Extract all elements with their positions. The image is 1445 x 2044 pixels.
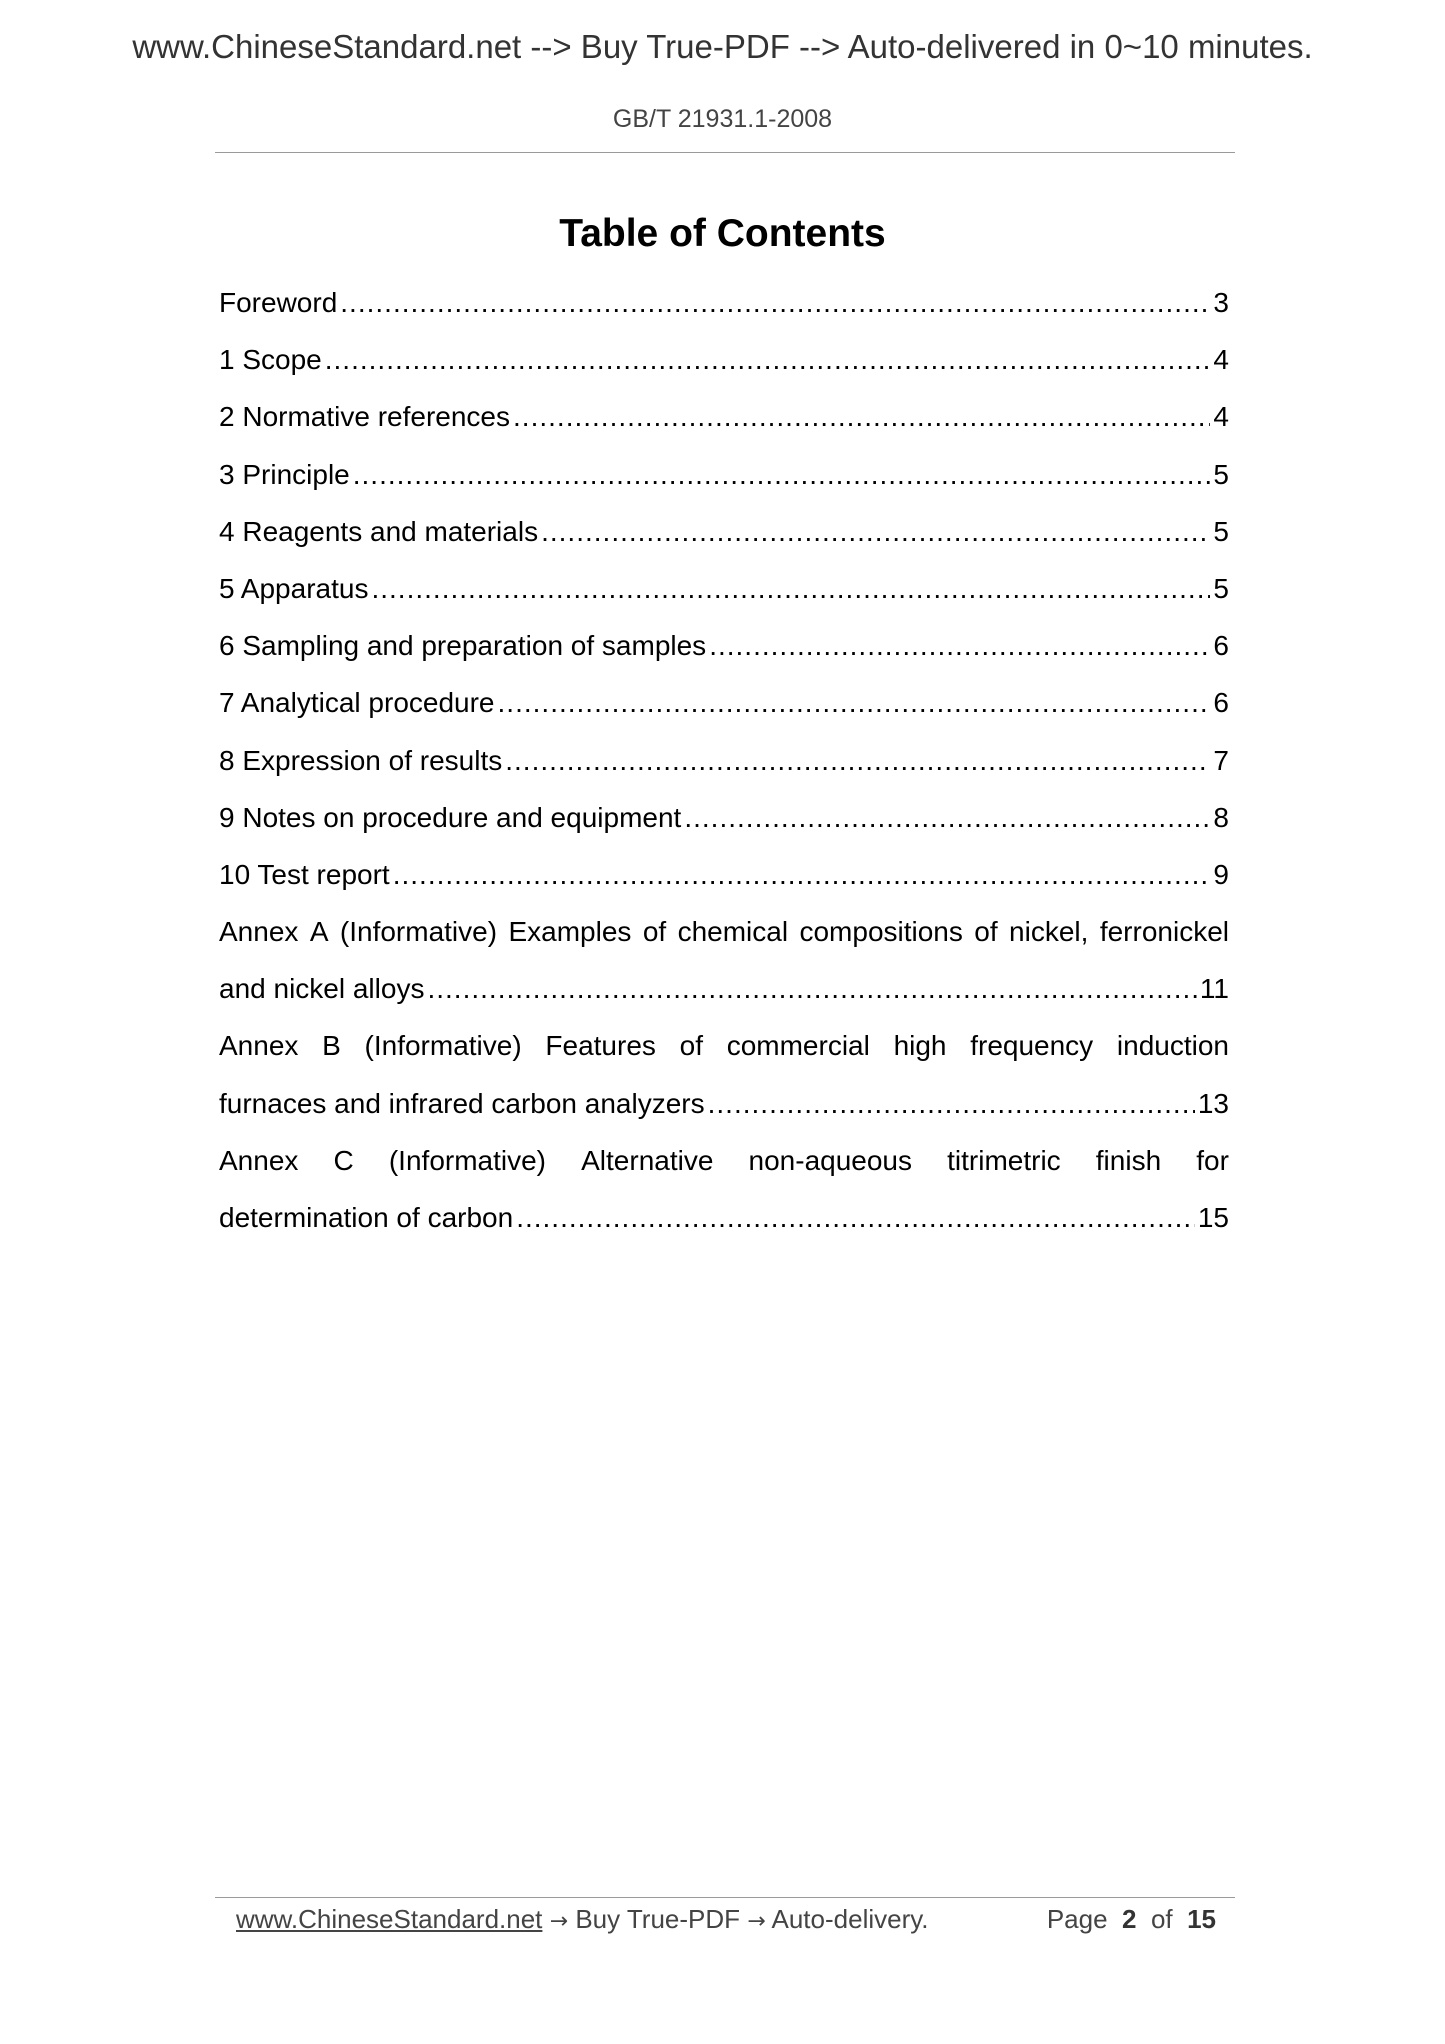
toc-entry-annex-c[interactable]	[219, 1198, 1229, 1255]
toc-entry-page: 11	[1199, 973, 1229, 1005]
toc-entry-label: furnaces and infrared carbon analyzers	[219, 1087, 705, 1119]
toc-word: titrimetric	[947, 1144, 1061, 1176]
toc-word: induction	[1116, 1030, 1229, 1062]
toc-entry-reagents[interactable]	[219, 512, 1229, 569]
page-of-word: of	[1150, 1904, 1173, 1934]
dot-leader	[708, 1084, 1195, 1124]
toc-entry-annex-b-line1[interactable]	[219, 1026, 1229, 1083]
toc-entry-page: 5	[1213, 515, 1229, 547]
toc-entry-notes[interactable]	[219, 798, 1229, 855]
toc-entry-page: 8	[1213, 801, 1229, 833]
toc-word: high	[893, 1030, 947, 1062]
toc-entry-page: 5	[1213, 458, 1229, 490]
footer-site-link[interactable]: www.ChineseStandard.net	[236, 1904, 543, 1934]
toc-word: (Informative)	[364, 1030, 522, 1062]
dot-leader	[513, 397, 1210, 437]
page-current: 2	[1122, 1904, 1137, 1934]
toc-word: Annex	[219, 1144, 299, 1176]
page-footer	[236, 1900, 1216, 1938]
toc-word: compositions	[799, 916, 963, 948]
toc-entry-page: 7	[1213, 744, 1229, 776]
toc-entry-sampling[interactable]	[219, 626, 1229, 683]
toc-entry-label: and nickel alloys	[219, 973, 425, 1005]
footer-promo	[236, 1900, 929, 1941]
toc-word: Annex	[219, 1030, 299, 1062]
toc-entry-label: 4 Reagents and materials	[219, 515, 539, 547]
toc-word: frequency	[970, 1030, 1094, 1062]
toc-entry-expression-of-results[interactable]	[219, 741, 1229, 798]
toc-word: non-aqueous	[748, 1144, 913, 1176]
dot-leader	[541, 512, 1210, 552]
toc-entry-page: 13	[1197, 1087, 1229, 1119]
toc-entry-page: 15	[1197, 1202, 1229, 1233]
dot-leader	[684, 798, 1210, 838]
dot-leader	[371, 569, 1210, 609]
toc-entry-label: 1 Scope	[219, 344, 322, 376]
toc-entry-page: 9	[1213, 858, 1229, 890]
toc-word: A	[309, 916, 329, 948]
toc-title: Table of Contents	[559, 212, 886, 255]
toc-entry-label: 3 Principle	[219, 458, 350, 490]
toc-entry-label: 5 Apparatus	[219, 572, 369, 604]
toc-entry-scope[interactable]	[219, 340, 1229, 397]
toc-entry-page: 4	[1213, 344, 1229, 376]
toc-entry-normative-references[interactable]	[219, 397, 1229, 454]
toc-entry-label: determination of carbon	[219, 1202, 514, 1233]
toc-entry-label: 10 Test report	[219, 858, 390, 890]
toc-entry-annex-a[interactable]	[219, 969, 1229, 1026]
toc-entry-analytical-procedure[interactable]	[219, 683, 1229, 740]
page-word: Page	[1046, 1904, 1108, 1934]
toc-entry-label: 6 Sampling and preparation of samples	[219, 630, 707, 662]
dot-leader	[340, 283, 1210, 323]
toc-entry-label: 8 Expression of results	[219, 744, 503, 776]
dot-leader	[427, 969, 1196, 1009]
toc-entry-page: 3	[1213, 287, 1229, 318]
footer-delivery-text: Auto-delivery.	[771, 1904, 929, 1934]
page-number	[1047, 1900, 1216, 1938]
toc-entry-annex-b[interactable]	[219, 1084, 1229, 1141]
footer-buy-text: Buy True-PDF	[575, 1904, 741, 1934]
dot-leader	[498, 683, 1211, 723]
toc-word: (Informative)	[339, 916, 498, 948]
toc-entry-page: 5	[1213, 572, 1229, 604]
toc-entry-principle[interactable]	[219, 455, 1229, 512]
toc-entry-annex-a-line1[interactable]	[219, 912, 1229, 969]
toc-entry-label: 9 Notes on procedure and equipment	[219, 801, 682, 833]
dot-leader	[709, 626, 1210, 666]
toc-entry-page: 6	[1213, 687, 1229, 719]
toc-word: Annex	[219, 916, 299, 948]
toc-word: of	[642, 916, 667, 948]
toc-entry-annex-c-line1[interactable]	[219, 1141, 1229, 1198]
arrow-right-icon: →	[549, 1909, 569, 1934]
toc-entry-foreword[interactable]	[219, 283, 1229, 340]
toc-list	[219, 283, 1229, 1255]
toc-word: for	[1196, 1144, 1229, 1176]
toc-word: Features	[545, 1030, 656, 1062]
dot-leader	[505, 741, 1210, 781]
toc-word: B	[322, 1030, 341, 1062]
toc-entry-label: 2 Normative references	[219, 401, 511, 433]
toc-entry-page: 4	[1213, 401, 1229, 433]
toc-entry-label: 7 Analytical procedure	[219, 687, 495, 719]
footer-divider	[215, 1897, 1235, 1898]
toc-entry-page: 6	[1213, 630, 1229, 662]
toc-word: nickel,	[1009, 916, 1089, 948]
dot-leader	[516, 1198, 1195, 1238]
standard-number: GB/T 21931.1-2008	[612, 105, 833, 133]
arrow-right-icon: →	[747, 1909, 766, 1934]
toc-word: finish	[1095, 1144, 1162, 1176]
toc-word: of	[974, 916, 998, 948]
toc-word: C	[333, 1144, 354, 1176]
dot-leader	[325, 340, 1211, 380]
dot-leader	[353, 455, 1211, 495]
toc-word: (Informative)	[388, 1144, 547, 1176]
header-divider	[215, 152, 1235, 153]
page-total: 15	[1187, 1904, 1216, 1934]
dot-leader	[393, 855, 1211, 895]
toc-word: commercial	[726, 1030, 870, 1062]
toc-entry-test-report[interactable]	[219, 855, 1229, 912]
toc-word: Alternative	[581, 1144, 714, 1176]
toc-word: Examples	[508, 916, 632, 948]
toc-word: ferronickel	[1099, 916, 1229, 948]
top-banner[interactable]: www.ChineseStandard.net --> Buy True-PDF --> Auto-delivered in 0~10 minutes.	[132, 28, 1313, 65]
toc-entry-label: Foreword	[219, 287, 338, 318]
toc-word: of	[679, 1030, 703, 1062]
toc-word: chemical	[677, 916, 789, 948]
toc-entry-apparatus[interactable]	[219, 569, 1229, 626]
